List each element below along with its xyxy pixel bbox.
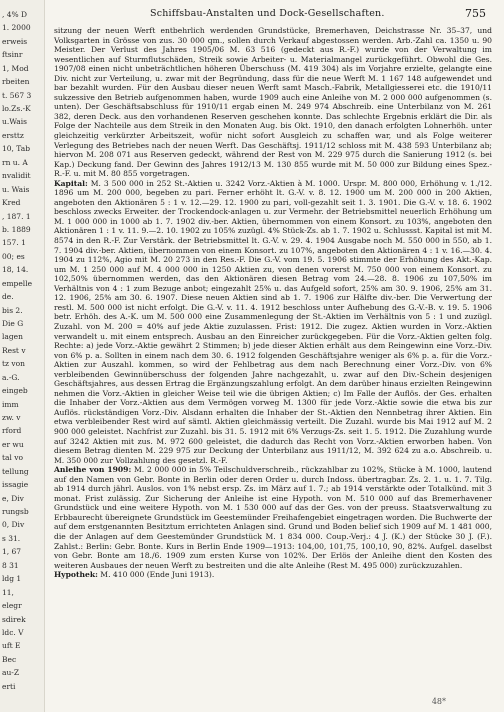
signature-mark: 48* xyxy=(431,697,446,706)
margin-fragment: 1, 67 xyxy=(2,547,22,557)
margin-fragment: u. Wais xyxy=(2,184,30,194)
margin-fragment: tz von xyxy=(2,359,25,369)
margin-fragment: 18, 14. xyxy=(2,265,29,275)
margin-fragment: ldg 1 xyxy=(2,574,22,584)
paragraph-kapital: Kapital: M. 3 500 000 in 252 St.-Aktien u. 3242 Vorz.-Aktien à M. 1000. Urspr. M. 800 000, Erhöhung v. 1./12. 1896 um M. 200 000, begeben zu pari. Ferner erhöht lt. G.-V. v. 8. 12. 1900 um M. 200 000 in 200 Aktien, angeboten den Aktionären 5 : 1 v. 12.—29. 12. 1900 zu pari, voll-gezahlt seit 1. 3. 1901. Die G.-V. v. 18. 6. 1902 beschloss zwecks Erweiter. der Trockendock-anlagen u. zur Vermehr. der Betriebsmittel neuerlich Erhöhung um M. 1 000 000 in 1000 ab 1. 7. 1902 div.-ber. Aktien, übernommen von einem Konsort. zu 103%, angeboten den Aktionären 1 : 1 v. 11. 9.—2. 10. 1902 zu 105% zuzügl. 4% Stück-Zs. ab 1. 7. 1902 u. Schlussst. Kapital ist mit M. 8574 in den R.-F. Zur Verstärk. der Betriebsmittel lt. G.-V. v. 29. 4. 1904 Ausgabe noch M. 550 000 in 550, ab 1. 7. 1904 div.-ber. Aktien, übernommen von einem Konsort. zu 107%, angeboten den Aktionären 4 : 1 v. 16.—30. 4. 1904 zu 112%, Agio mit M. 20 273 in den Res.-F. Die G.-V. vom 19. 5. 1906 stimmte der Erhöhung des Akt.-Kap. um M. 1 250 000 auf M. 4 000 000 in 1250 Aktien zu, von denen vorerst M. 750 000 von einem Konsort. zu 102,50% übernommen werden, das den Aktionären diesen Betrag vom 24.—28. 8. 1906 zu 107,50% im Verhältnis von 4 : 1 zum Bezuge anbot; eingezahlt 25% u. das Aufgeld sofort, 25% am 30. 9. 1906, 25% am 31. 12. 1906, 25% am 30. 6. 1907. Diese neuen Aktien sind ab 1. 7. 1906 zur Hälfte div.-ber. Die Verwertung der restl. M. 500 000 ist nicht erfolgt. Die G.-V. v. 11. 4. 1912 beschloss unter Aufhebung des G.-V.-B. v. 19. 5. 1906 betr. Erhöh. des A.-K. um M. 500 000 eine Zusammenlegung der St.-Aktien im Verhältnis von 5 : 1 und zuzügl. Zuzahl. von M. 200 = 40% auf jede Aktie zuzulassen. Frist: 1912. Die zugez. Aktien wurden in Vorz.-Aktien verwandelt u. mit einem entsprech. Ausbau an den Einreicher zurückgegeben. Für die Vorz.-Aktien gelten folg. Rechte: a) jede Vorz.-Aktie gewährt 2 Stimmen; b) jede dieser Aktien erhält aus dem Reingewinn eine Vorz.-Div. von 6% p. a. Sollten in einem nach dem 30. 6. 1912 folgenden Geschäftsjahre weniger als 6% p. a. für die Vorz.-Aktien zur Auszahl. kommen, so wird der Fehlbetrag aus dem nach Berechnung einer Vorz.-Div. von 6% verbleibenden Gewinnüberschuss der folgenden Jahre nachgezahlt, u. zwar auf den Div.-Schein desjenigen Geschäftsjahres, aus dessen Ertrag die Ergänzungszahlung erfolgt. An dem darüber hinaus erzielten Reingewinn nehmen die Vorz.-Aktien in gleicher Weise teil wie die übrigen Aktien; c) Im Falle der Auflös. der Ges. erhalten die Inhaber der Vorz.-Aktien aus dem Vermögen vorweg M. 1300 für jede Vorz.-Aktie sowie die etwa bis zur Auflös. rückständigen Vorz.-Div. Alsdann erhalten die Inhaber der St.-Aktien den Nennbetrag ihrer Aktien. Ein etwa verbleibender Rest wird auf sämtl. Aktien gleichmässig verteilt. Die Zuzahl. wurde bis Mai 1912 auf M. 2 900 000 geleistet. Nachfrist zur Zuzahl. bis 31. 5. 1912 mit 6% Verzugs-Zs. seit 1. 5. 1912. Die Zuzahlung wurde auf 3242 Aktien mit zus. M. 972 600 geleistet, die dadurch das Recht von Vorz.-Aktien erworben haben. Von diesem Betrag dienten M. 229 975 zur Deckung der Unterbilanz aus 1911/12, M. 392 624 zu a.o. Abschreib. u. M. 350 000 zur Vollzahlung des gesetzl. R.-F. xyxy=(54,178,492,465)
paragraph-anleihe: Anleihe von 1909: M. 2 000 000 in 5% Teilschuldverschreib., rückzahlbar zu 102%, Stücke à M. 1000, lautend auf den Namen von Gebr. Bonte in Berlin oder deren Order u. durch Indoss. übertragbar. Zs. 2. 1. u. 1. 7. Tilg. ab 1914 durch jährl. Auslos. von 1% nebst ersp. Zs. im März auf 1. 7.; ab 1914 verstärkte oder Totalkünd. mit 3 monat. Frist zulässig. Zur Sicherung der Anleihe ist eine Hypoth. von M. 510 000 auf das Bremerhavener Grundstück und eine weitere Hypoth. von M. 1 530 000 auf das der Ges. von der preuss. Staatsverwaltung zu Erbbaurecht übereignete Grundstück im Geestemünder Freihafengebiet eingetragen worden. Die Buchwerte der auf dem erstgenannten Besitztum errichteten Anlagen sind. Grund und Boden belief sich 1909 auf M. 1 481 000, die der Anlagen auf dem Geestemünder Grundstück M. 1 834 000. Coup.-Verj.: 4 J. (K.) der Stücke 30 J. (F.). Zahlst.: Berlin: Gebr. Bonte. Kurs in Berlin Ende 1909—1913: 104,00, 101,75, 100,10, 90, 82%. Aufgel. daselbst von Gebr. Bonte am 18./6. 1909 zum ersten Kurse von 102%. Der Erlös der Anleihe dient den Kosten des weiteren Ausbaues der neuen Werft zu bestreiten und die alte Anleihe (Rest M. 495 000) zurückzuzahlen. xyxy=(54,465,492,570)
adjacent-page-margin xyxy=(0,0,45,712)
margin-fragment: empelle xyxy=(2,278,33,288)
margin-fragment: ldc. V xyxy=(2,627,24,637)
margin-fragment: e, Div xyxy=(2,493,24,503)
margin-fragment: Kred xyxy=(2,198,21,208)
margin-fragment: 10, Tab xyxy=(2,144,31,154)
header-title: Schiffsbau-Anstalten und Dock-Gesellschaften. xyxy=(150,8,385,19)
paragraph-hypothek: Hypothek: M. 410 000 (Ende Juni 1913). xyxy=(54,570,215,580)
margin-fragment: rford xyxy=(2,426,22,436)
margin-fragment: 8 31 xyxy=(2,560,19,570)
margin-fragment: rungsb xyxy=(2,507,29,517)
margin-fragment: a.-G. xyxy=(2,372,20,382)
margin-fragment: nvalidit xyxy=(2,171,31,181)
margin-fragment: elegr xyxy=(2,601,22,611)
margin-fragment: ftsinr xyxy=(2,50,23,60)
running-header xyxy=(60,8,490,24)
margin-fragment: eingeb xyxy=(2,386,28,396)
section-heading: Kapital: xyxy=(54,178,88,188)
section-heading: Anleihe von 1909: xyxy=(54,465,132,475)
margin-fragment: imm xyxy=(2,399,19,409)
margin-fragment: 157. 1 xyxy=(2,238,26,248)
margin-fragment: ersttz xyxy=(2,130,24,140)
margin-fragment: erti xyxy=(2,681,16,691)
margin-fragment: tal vo xyxy=(2,453,24,463)
margin-fragment: lagen xyxy=(2,332,23,342)
margin-fragment: sdirek xyxy=(2,614,26,624)
margin-fragment: t. 567 3 xyxy=(2,90,32,100)
margin-fragment: tellung xyxy=(2,466,29,476)
margin-fragment: 1, Mod xyxy=(2,63,29,73)
margin-fragment: 0, Div xyxy=(2,520,25,530)
page-number: 755 xyxy=(465,7,486,20)
margin-fragment: issagie xyxy=(2,480,29,490)
margin-fragment: uft E xyxy=(2,641,21,651)
text-column xyxy=(54,26,492,580)
margin-fragment: , 4% D xyxy=(2,10,28,19)
margin-fragment: 00; es xyxy=(2,251,25,261)
margin-fragment: 1. 2000 xyxy=(2,23,31,33)
margin-fragment: s 31. xyxy=(2,533,21,543)
margin-fragment: rbeiten xyxy=(2,77,30,87)
margin-fragment: au-Z xyxy=(2,668,20,678)
margin-fragment: b. 1889 xyxy=(2,224,31,234)
margin-fragment: erweis xyxy=(2,36,28,46)
margin-fragment: lo.Zs.-K xyxy=(2,104,31,114)
margin-fragment: bis 2. xyxy=(2,305,23,315)
section-heading: Hypothek: xyxy=(54,570,98,580)
margin-fragment: rn u. A xyxy=(2,157,28,167)
margin-fragment: u.Wais xyxy=(2,117,27,127)
paragraph-company-history: sitzung der neuen Werft entbehrlich werdenden Grundstücke, Bremerhaven, Deichstrasse Nr. 35–37, und Volksgarten in Grösse von zus. 30 000 qm., sollen durch Verkauf abgestossen werden. Arb.-Zahl ca. 1350 u. 90 Meister. Der Verlust des Jahres 1905/06 M. 63 516 (gedeckt aus R.-F.) wurde von der Verwaltung im wesentlichen auf Sturmflutschäden, Streik sowie Arbeiter- u. Materialmangel zurückgeführt. Obwohl die Ges. 1907/08 einen nicht unbeträchtlichen höheren Überschuss (M. 419 304) als im Vorjahre erzielte, gelangte eine Div. nicht zur Verteilung, u. zwar mit der Begründung, dass für die neue Werft M. 1 167 148 aufgewendet und bar bezahlt wurden. Für den Ausbau dieser neuen Werft samt Masch.-Fabrik, Metallgiesserei etc. die 1910/11 sukzessive den Betrieb aufgenommen haben, wurde 1909 auch eine Anleihe von M. 2 000 000 aufgenommen (s. unten). Der Geschäftsabschluss für 1910/11 ergab einen M. 249 974 Abschreib. eine Unterbilanz von M. 261 382, deren Deck. aus den vorhandenen Reserven geschehen konnte. Das schlechte Ergebnis erklärt die Dir. als Folge der Nachteile aus dem Streik in den Monaten Aug. bis Okt. 1910, den danach erfolgten Lohnerhöh. unter gleichzeitig verkürzter Arbeitszeit, wofür nicht sofort Ausgleich zu schaffen war, und als Folge weiterer Verlegung des Betriebes nach der neuen Werft. Das Geschäftsj. 1911/12 schloss mit M. 438 593 Unterbilanz ab; hiervon M. 208 071 aus Reserven gedeckt, während der Rest von M. 229 975 durch die Sanierung 1912 (s. bei Kap.) Deckung fand. Der Gewinn des Jahres 1912/13 M. 130 855 wurde mit M. 50 000 zur Bildung eines Spez.-R.-F. u. mit M. 80 855 vorgetragen. xyxy=(54,26,492,179)
margin-fragment: Die G xyxy=(2,318,24,328)
margin-fragment: 11, xyxy=(2,587,14,597)
margin-fragment: Bec xyxy=(2,654,17,664)
margin-fragment: er wu xyxy=(2,439,24,449)
margin-fragment: , 187. 1 xyxy=(2,211,31,221)
margin-fragment: zw. v xyxy=(2,413,21,423)
margin-fragment: Rest v xyxy=(2,345,26,355)
margin-fragment: de. xyxy=(2,292,14,302)
